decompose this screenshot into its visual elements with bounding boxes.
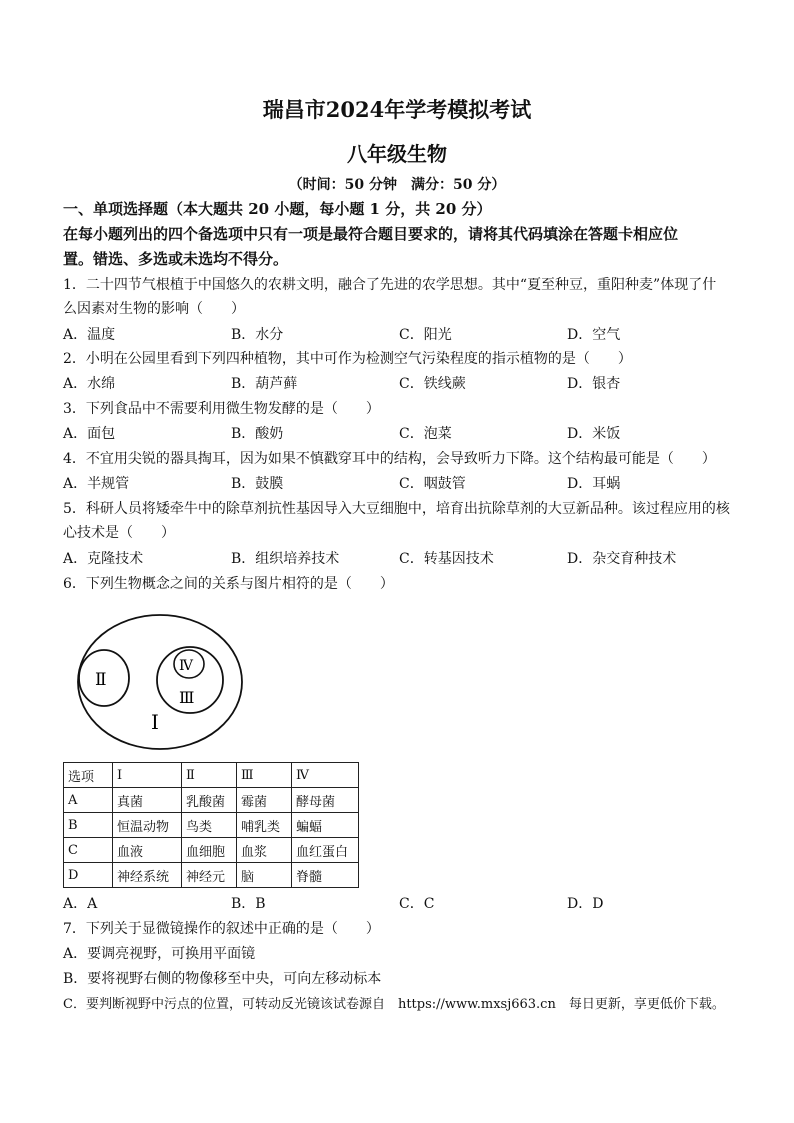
- option-b: B．B: [231, 896, 266, 912]
- option-a: A．温度: [63, 327, 116, 343]
- question-text: 么因素对生物的影响（ ）: [63, 301, 245, 317]
- option-b: B．葫芦藓: [231, 376, 298, 392]
- option-b: B．水分: [231, 327, 284, 343]
- option-c: C．C: [399, 896, 435, 912]
- option-a: A．要调亮视野，可换用平面镜: [63, 946, 256, 962]
- options-table: [63, 762, 359, 888]
- question-text: 6．下列生物概念之间的关系与图片相符的是（ ）: [63, 576, 394, 592]
- option-b: B．要将视野右侧的物像移至中央，可向左移动标本: [63, 971, 382, 987]
- table-header-row: [64, 763, 359, 788]
- question-text: 5．科研人员将矮牵牛中的除草剂抗性基因导入大豆细胞中，培育出抗除草剂的大豆新品种。该过程应用的核: [63, 501, 730, 517]
- question-text: 4．不宜用尖锐的器具掏耳，因为如果不慎戳穿耳中的结构，会导致听力下降。这个结构最可能是（ ）: [63, 451, 716, 467]
- table-header-cell: 选项: [64, 763, 113, 788]
- option-a: A．A: [63, 896, 98, 912]
- table-cell: 血细胞: [182, 838, 237, 863]
- table-cell: 神经系统: [113, 863, 182, 888]
- table-cell: D: [64, 863, 113, 888]
- option-b: B．鼓膜: [231, 476, 284, 492]
- option-d: D．银杏: [567, 376, 621, 392]
- table-header-cell: Ⅰ: [113, 763, 182, 788]
- table-cell: 鸟类: [182, 813, 237, 838]
- table-cell: A: [64, 788, 113, 813]
- concept-venn-diagram: [75, 612, 245, 752]
- table-cell: 霉菌: [237, 788, 292, 813]
- table-header-cell: Ⅲ: [237, 763, 292, 788]
- table-cell: C: [64, 838, 113, 863]
- table-cell: 真菌: [113, 788, 182, 813]
- option-a: A．水绵: [63, 376, 116, 392]
- subject-title: 八年级生物: [347, 142, 447, 166]
- option-a: A．克隆技术: [63, 551, 144, 567]
- option-c: C．泡菜: [399, 426, 452, 442]
- table-cell: 血浆: [237, 838, 292, 863]
- option-d: D．耳蜗: [567, 476, 621, 492]
- table-cell: 蝙蝠: [292, 813, 359, 838]
- question-text: 2．小明在公园里看到下列四种植物，其中可作为检测空气污染程度的指示植物的是（ ）: [63, 351, 632, 367]
- table-cell: 恒温动物: [113, 813, 182, 838]
- table-cell: 脑: [237, 863, 292, 888]
- option-d: D．米饭: [567, 426, 621, 442]
- option-c: C．转基因技术: [399, 551, 494, 567]
- option-c: C．要判断视野中污点的位置，可转动反光镜该试卷源自 https://www.mxsj663.cn 每日更新，享更低价下载。: [63, 997, 725, 1012]
- option-c: C．咽鼓管: [399, 476, 466, 492]
- time-info: （时间：50 分钟 满分：50 分）: [288, 177, 506, 193]
- table-row: [64, 838, 359, 863]
- table-cell: 乳酸菌: [182, 788, 237, 813]
- table-header-cell: Ⅳ: [292, 763, 359, 788]
- option-a: A．半规管: [63, 476, 130, 492]
- table-cell: B: [64, 813, 113, 838]
- option-b: B．酸奶: [231, 426, 284, 442]
- label-i: Ⅰ: [151, 710, 159, 734]
- instruction-line: 在每小题列出的四个备选项中只有一项是最符合题目要求的，请将其代码填涂在答题卡相应位: [63, 225, 679, 243]
- table-cell: 脊髓: [292, 863, 359, 888]
- table-row: [64, 788, 359, 813]
- table-header-cell: Ⅱ: [182, 763, 237, 788]
- exam-title: 瑞昌市2024年学考模拟考试: [262, 97, 532, 122]
- question-text: 心技术是（ ）: [63, 525, 175, 541]
- table-cell: 哺乳类: [237, 813, 292, 838]
- section-heading: 一、单项选择题（本大题共 20 小题，每小题 1 分，共 20 分）: [63, 200, 492, 218]
- option-d: D．杂交育种技术: [567, 551, 677, 567]
- table-cell: 酵母菌: [292, 788, 359, 813]
- option-b: B．组织培养技术: [231, 551, 340, 567]
- label-iv: Ⅳ: [179, 658, 193, 674]
- label-ii: Ⅱ: [95, 670, 107, 690]
- table-row: [64, 863, 359, 888]
- table-row: [64, 813, 359, 838]
- table-cell: 神经元: [182, 863, 237, 888]
- option-c: C．铁线蕨: [399, 376, 466, 392]
- question-text: 1．二十四节气根植于中国悠久的农耕文明，融合了先进的农学思想。其中“夏至种豆，重阳种麦”体现了什: [63, 277, 717, 293]
- option-a: A．面包: [63, 426, 116, 442]
- option-d: D．D: [567, 896, 604, 912]
- instruction-line: 置。错选、多选或未选均不得分。: [63, 250, 289, 268]
- table-cell: 血液: [113, 838, 182, 863]
- table-cell: 血红蛋白: [292, 838, 359, 863]
- option-d: D．空气: [567, 327, 621, 343]
- question-text: 7．下列关于显微镜操作的叙述中正确的是（ ）: [63, 921, 380, 937]
- question-text: 3．下列食品中不需要利用微生物发酵的是（ ）: [63, 401, 380, 417]
- option-c: C．阳光: [399, 327, 452, 343]
- label-iii: Ⅲ: [179, 688, 195, 707]
